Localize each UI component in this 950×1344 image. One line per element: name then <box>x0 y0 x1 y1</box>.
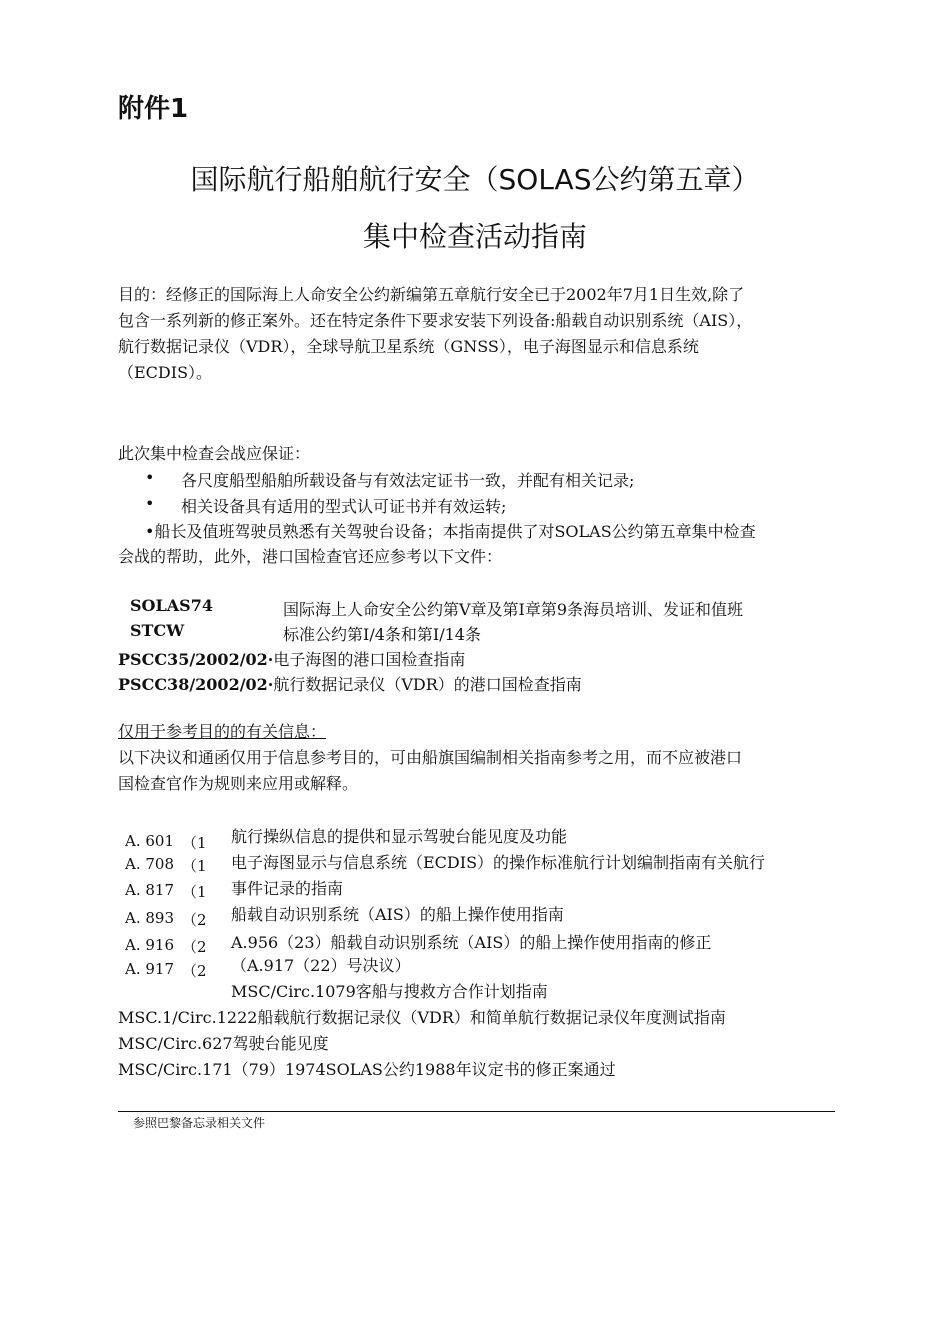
attachment-label: 附件1 <box>118 94 189 124</box>
resolution-number: A. 601 <box>125 832 174 850</box>
ref-code-solas: SOLAS74 <box>130 596 213 615</box>
purpose-line: 目的：经修正的国际海上人命安全公约新编第五章航行安全已于2002年7月1日生效,除了 <box>118 285 745 304</box>
bullet-text: 各尺度船型船舶所载设备与有效法定证书一致，并配有相关记录; <box>181 471 635 490</box>
resolution-title: 航行操纵信息的提供和显示驾驶台能见度及功能 <box>231 827 568 846</box>
ref-code-pscc35: PSCC35/2002/02· <box>118 650 274 669</box>
resolution-title: （A.917（22）号决议） <box>231 956 411 975</box>
ref-code-stcw: STCW <box>130 621 185 640</box>
resolution-title: 事件记录的指南 <box>231 879 344 898</box>
resolution-title: MSC/Circ.1079客船与搜救方合作计划指南 <box>231 982 548 1001</box>
resolution-title: 电子海图显示与信息系统（ECDIS）的操作标准航行计划编制指南有关航行 <box>231 853 766 872</box>
resolution-number: A. 893 <box>125 909 174 927</box>
ref-text-solas: 国际海上人命安全公约第V章及第I章第9条海员培训、发证和值班 <box>283 600 744 619</box>
resolution-number: A. 916 <box>125 936 174 954</box>
resolution-session: （2 <box>182 962 207 980</box>
resolution-number: A. 817 <box>125 881 174 899</box>
ref-pscc38 <box>118 672 582 698</box>
info-line: 国检查官作为规则来应用或解释。 <box>118 774 359 793</box>
resolution-session: （1 <box>182 834 207 852</box>
campaign-intro: 此次集中检查会战应保证： <box>118 444 311 463</box>
document-title-line1: 国际航行船舶航行安全（SOLAS公约第五章） <box>190 163 760 196</box>
resolution-number: A. 917 <box>125 960 174 978</box>
bullet-item <box>145 468 634 491</box>
resolution-title: A.956（23）船载自动识别系统（AIS）的船上操作使用指南的修正 <box>231 933 712 952</box>
resolution-session: （2 <box>182 938 207 956</box>
bullet-symbol: • <box>145 468 155 487</box>
ref-code-pscc38: PSCC38/2002/02· <box>118 675 274 694</box>
ref-text-stcw: 标准公约第I/4条和第I/14条 <box>283 625 481 644</box>
resolution-title: 船载自动识别系统（AIS）的船上操作使用指南 <box>231 905 564 924</box>
ref-text-pscc38: 航行数据记录仪（VDR）的港口国检查指南 <box>273 675 582 694</box>
circular-item: MSC/Circ.627驾驶台能见度 <box>118 1034 329 1053</box>
purpose-line: 包含一系列新的修正案外。还在特定条件下要求安装下列设备:船载自动识别系统（AIS）， <box>118 311 753 330</box>
footnote-text: 参照巴黎备忘录相关文件 <box>133 1116 266 1130</box>
bullet-item <box>145 494 506 517</box>
bullet-text: 相关设备具有适用的型式认可证书并有效运转; <box>181 497 507 516</box>
ref-pscc35 <box>118 647 465 673</box>
info-heading: 仅用于参考目的的有关信息： <box>118 722 327 741</box>
document-title-line2: 集中检查活动指南 <box>362 220 587 253</box>
resolution-session: （1 <box>182 857 207 875</box>
bullet-symbol: • <box>145 494 155 513</box>
campaign-line: 会战的帮助，此外，港口国检查官还应参考以下文件： <box>118 547 503 566</box>
info-line: 以下决议和通函仅用于信息参考目的，可由船旗国编制相关指南参考之用，而不应被港口 <box>118 748 743 767</box>
ref-text-pscc35: 电子海图的港口国检查指南 <box>273 650 466 669</box>
campaign-line: •船长及值班驾驶员熟悉有关驾驶台设备；本指南提供了对SOLAS公约第五章集中检查 <box>145 522 756 541</box>
resolution-number: A. 708 <box>125 855 174 873</box>
purpose-line: （ECDIS）。 <box>118 363 213 382</box>
circular-item: MSC/Circ.171（79）1974SOLAS公约1988年议定书的修正案通过 <box>118 1060 616 1079</box>
resolution-session: （2 <box>182 911 207 929</box>
footnote-divider <box>118 1111 835 1112</box>
resolution-session: （1 <box>182 883 207 901</box>
purpose-line: 航行数据记录仪（VDR），全球导航卫星系统（GNSS），电子海图显示和信息系统 <box>118 337 699 356</box>
circular-item: MSC.1/Circ.1222船载航行数据记录仪（VDR）和简单航行数据记录仪年度测试指南 <box>118 1008 726 1027</box>
